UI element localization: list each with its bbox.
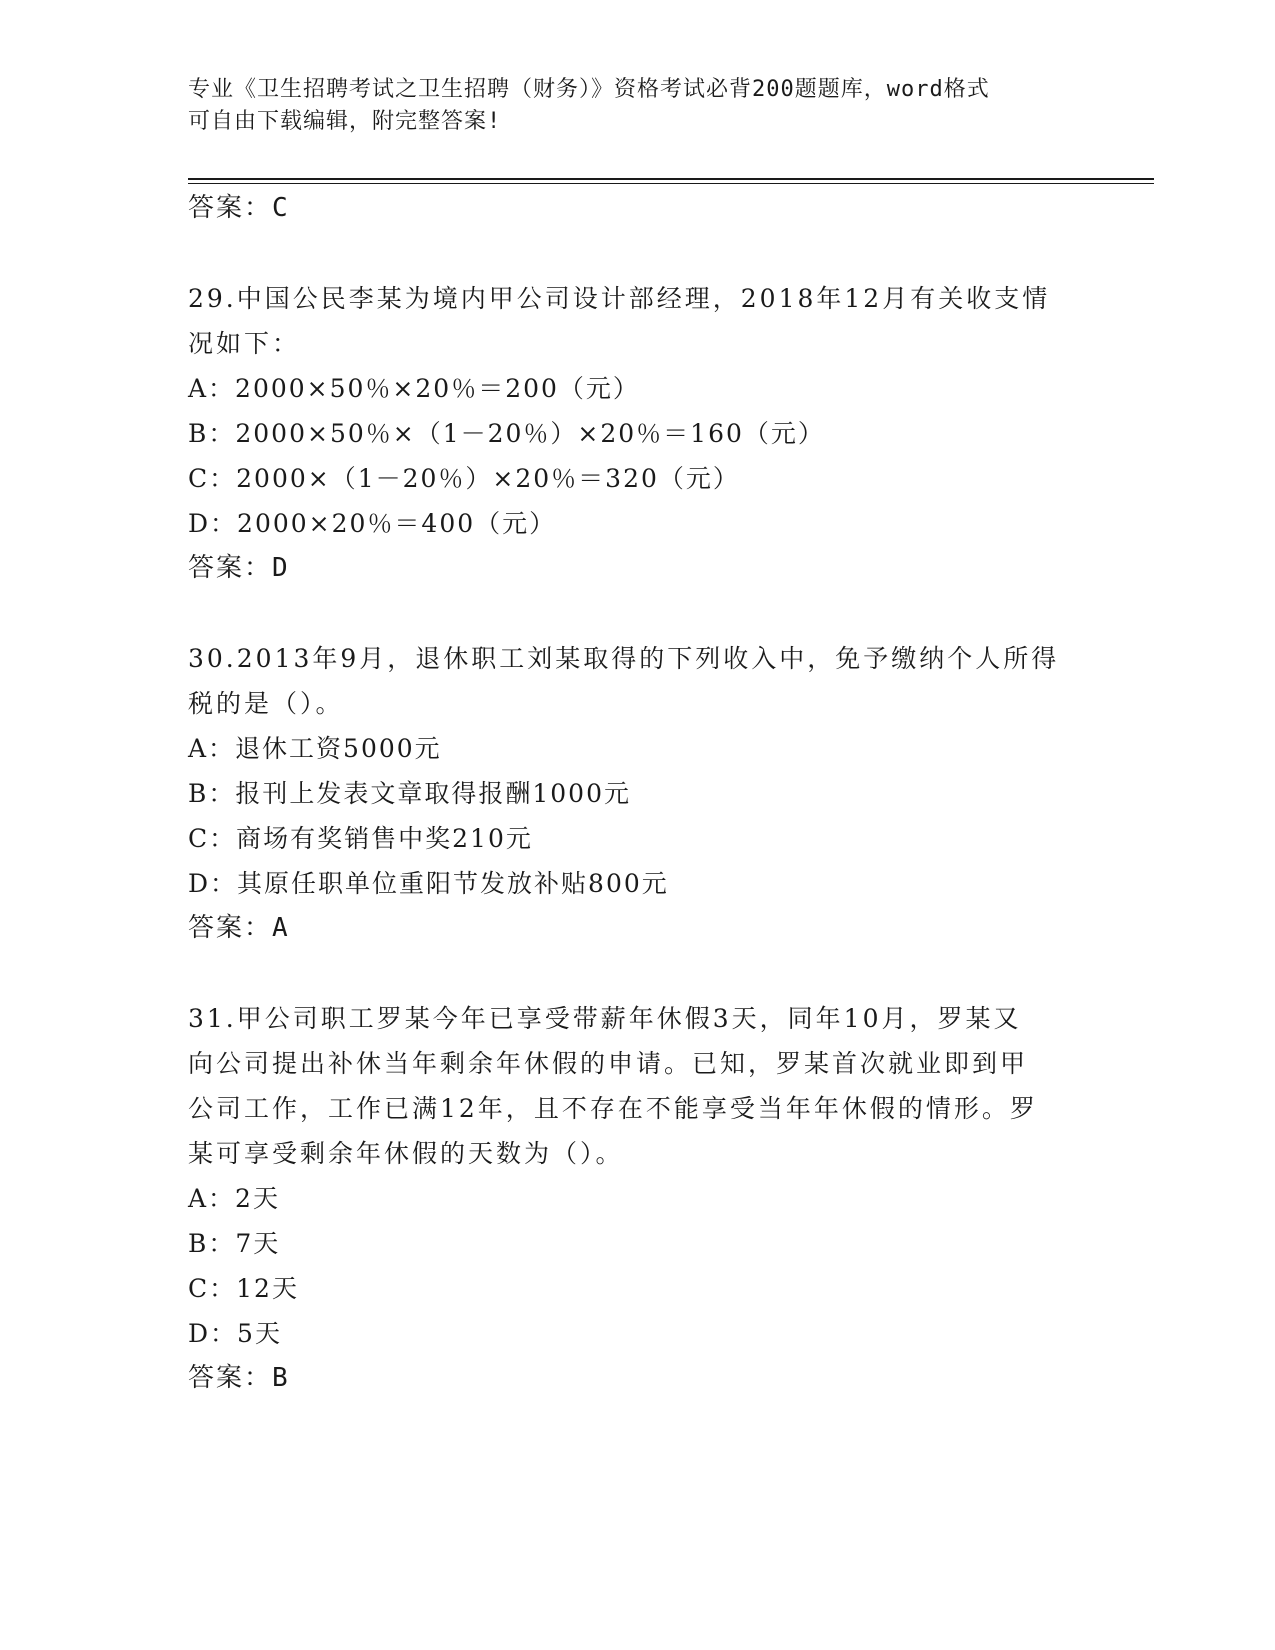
option-c: C：2000×（1－20％）×20％＝320（元）: [188, 464, 740, 493]
option-b: B：7天: [188, 1229, 281, 1258]
question-29: [188, 276, 1088, 591]
answer: 答案：D: [188, 553, 290, 583]
spacer: [188, 231, 1088, 276]
option-b: B：2000×50％×（1－20％）×20％＝160（元）: [188, 419, 825, 448]
question-stem-line: 某可享受剩余年休假的天数为（）。: [188, 1139, 624, 1168]
answer: 答案：A: [188, 913, 290, 943]
option-a: A：退休工资5000元: [188, 734, 442, 763]
question-31: [188, 996, 1088, 1401]
option-a: A：2000×50％×20％＝200（元）: [188, 374, 640, 403]
question-stem-line: 29.中国公民李某为境内甲公司设计部经理，2018年12月有关收支情: [188, 284, 1051, 313]
question-30: [188, 636, 1088, 951]
question-stem-line: 31.甲公司职工罗某今年已享受带薪年休假3天，同年10月，罗某又: [188, 1004, 1022, 1033]
option-a: A：2天: [188, 1184, 280, 1213]
answer: 答案：B: [188, 1363, 290, 1393]
previous-answer: 答案：C: [188, 193, 290, 223]
question-content: [188, 186, 1088, 1401]
question-stem-line: 30.2013年9月，退休职工刘某取得的下列收入中，免予缴纳个人所得: [188, 644, 1060, 673]
header-divider: [188, 178, 1154, 184]
header-line-1: 专业《卫生招聘考试之卫生招聘（财务）》资格考试必背200题题库，word格式: [188, 77, 990, 102]
option-d: D：5天: [188, 1319, 282, 1348]
spacer: [188, 591, 1088, 636]
question-stem-line: 公司工作，工作已满12年，且不存在不能享受当年年休假的情形。罗: [188, 1094, 1038, 1123]
page-header: [188, 74, 1068, 138]
header-line-2: 可自由下载编辑，附完整答案!: [188, 109, 502, 134]
option-d: D：其原任职单位重阳节发放补贴800元: [188, 869, 669, 898]
question-stem-line: 税的是（）。: [188, 689, 344, 718]
question-stem-line: 向公司提出补休当年剩余年休假的申请。已知，罗某首次就业即到甲: [188, 1049, 1029, 1078]
spacer: [188, 951, 1088, 996]
option-c: C：商场有奖销售中奖210元: [188, 824, 533, 853]
option-d: D：2000×20％＝400（元）: [188, 509, 557, 538]
option-b: B：报刊上发表文章取得报酬1000元: [188, 779, 631, 808]
question-stem-line: 况如下：: [188, 329, 301, 358]
option-c: C：12天: [188, 1274, 299, 1303]
